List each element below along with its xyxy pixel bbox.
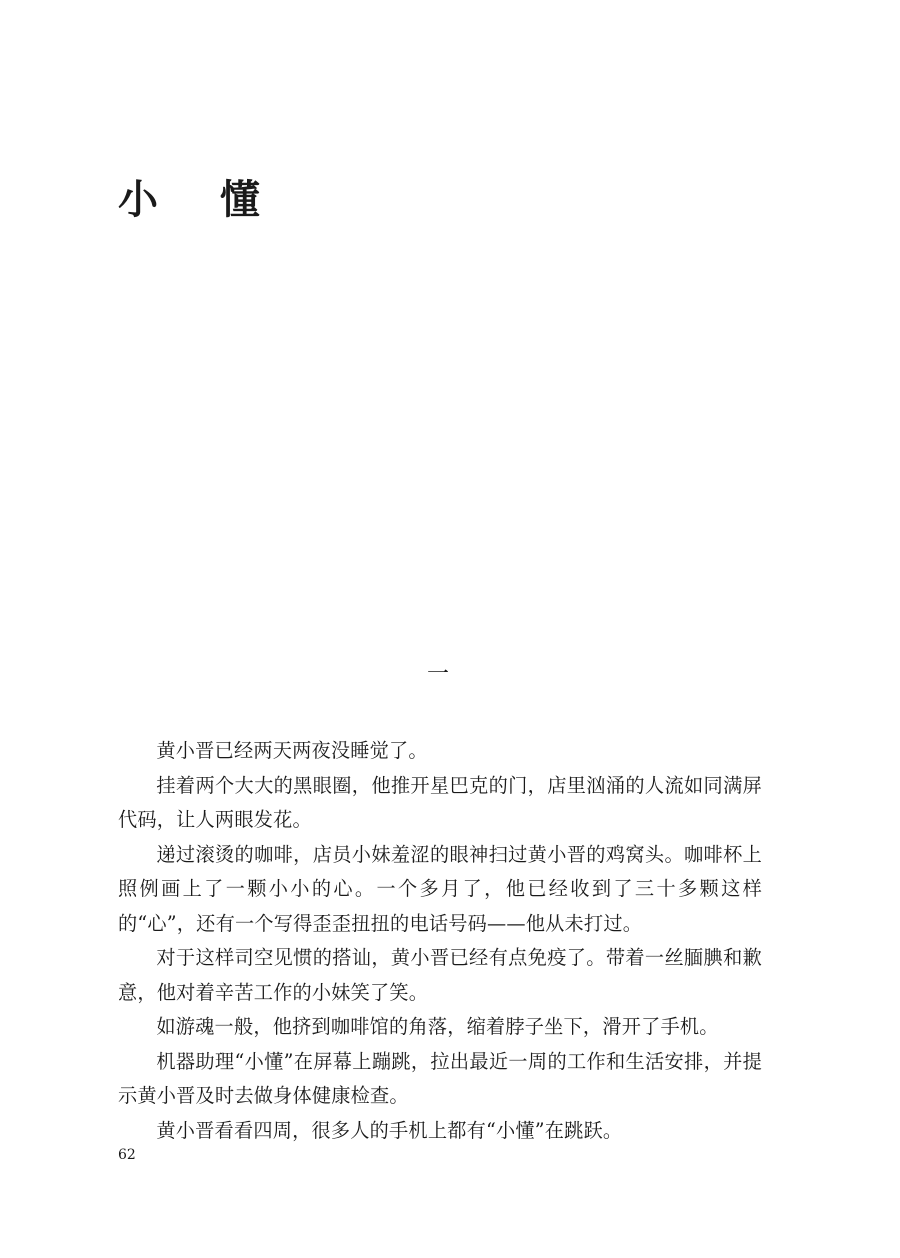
paragraph: 机器助理“小懂”在屏幕上蹦跳，拉出最近一周的工作和生活安排，并提示黄小晋及时去做身体健康检查。	[118, 1049, 762, 1107]
body-text	[118, 734, 762, 1148]
section-number: 一	[426, 662, 449, 687]
paragraph: 对于这样司空见惯的搭讪，黄小晋已经有点免疫了。带着一丝腼腆和歉意，他对着辛苦工作的小妹笑了笑。	[118, 946, 762, 1004]
paragraph: 递过滚烫的咖啡，店员小妹羞涩的眼神扫过黄小晋的鸡窝头。咖啡杯上照例画上了一颗小小的心。一个多月了，他已经收到了三十多颗这样的“心”，还有一个写得歪歪扭扭的电话号码——他从未打过。	[118, 842, 762, 935]
chapter-title: 小 懂	[118, 177, 284, 223]
paragraph: 黄小晋已经两天两夜没睡觉了。	[156, 739, 428, 762]
paragraph: 如游魂一般，他挤到咖啡馆的角落，缩着脖子坐下，滑开了手机。	[156, 1015, 719, 1038]
page-number: 62	[118, 1147, 136, 1163]
paragraph: 挂着两个大大的黑眼圈，他推开星巴克的门，店里汹涌的人流如同满屏代码，让人两眼发花。	[118, 773, 762, 831]
paragraph: 黄小晋看看四周，很多人的手机上都有“小懂”在跳跃。	[156, 1118, 623, 1142]
